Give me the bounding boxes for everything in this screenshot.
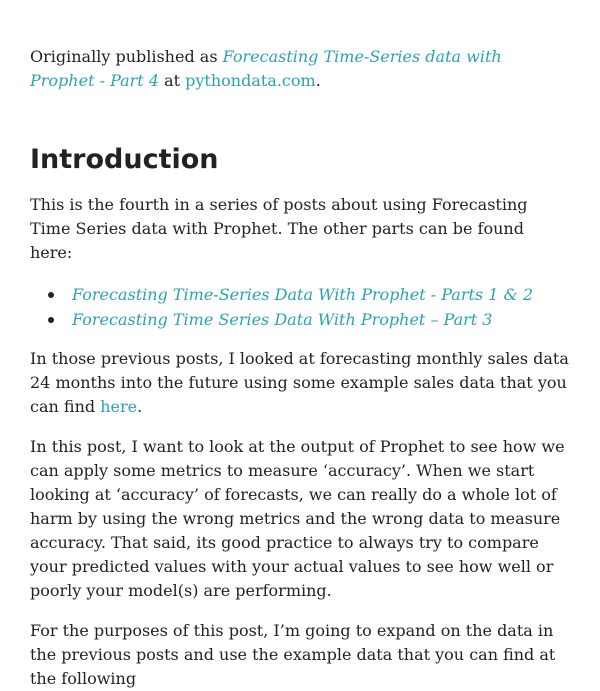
previous-posts-paragraph — [30, 347, 570, 419]
section-heading: Introduction — [30, 144, 219, 175]
previous-posts-suffix: . — [137, 397, 143, 416]
post-paragraph: In this post, I want to look at the output of Prophet to see how we can apply some metrics to measure ‘accuracy’. When we start looking at ‘accuracy’ of forecasts, we can really do a whole lot of harm by using the wrong metrics and the wrong data to measure accuracy. That said, its good practice to always try to compare your predicted values with your actual values to see how well or poorly your model(s) are performing. — [30, 437, 565, 600]
series-list — [30, 282, 570, 332]
published-prefix: Originally published as — [30, 47, 223, 66]
purpose-paragraph: For the purposes of this post, I’m going to expand on the data in the previous posts and use the example data that you can find at the following — [30, 621, 556, 688]
sample-data-link[interactable]: here — [100, 397, 138, 416]
intro-paragraph: This is the fourth in a series of posts about using Forecasting Time Series data with Prophet. The other parts can be found here: — [30, 195, 528, 262]
site-link[interactable]: pythondata.com — [185, 71, 316, 90]
original-post-link[interactable]: Forecasting Time-Series data with Prophet - Part 4 — [30, 47, 502, 90]
published-middle: at — [159, 71, 186, 90]
series-link-part-1-2[interactable]: Forecasting Time-Series Data With Prophet - Parts 1 & 2 — [72, 285, 533, 304]
list-item — [72, 307, 570, 332]
list-item — [72, 282, 570, 307]
previous-posts-text: In those previous posts, I looked at forecasting monthly sales data 24 months into the future using some example sales data that you can find — [30, 349, 569, 416]
series-link-part-3[interactable]: Forecasting Time Series Data With Prophet – Part 3 — [72, 310, 493, 329]
published-suffix: . — [315, 71, 321, 90]
published-note — [30, 0, 570, 93]
